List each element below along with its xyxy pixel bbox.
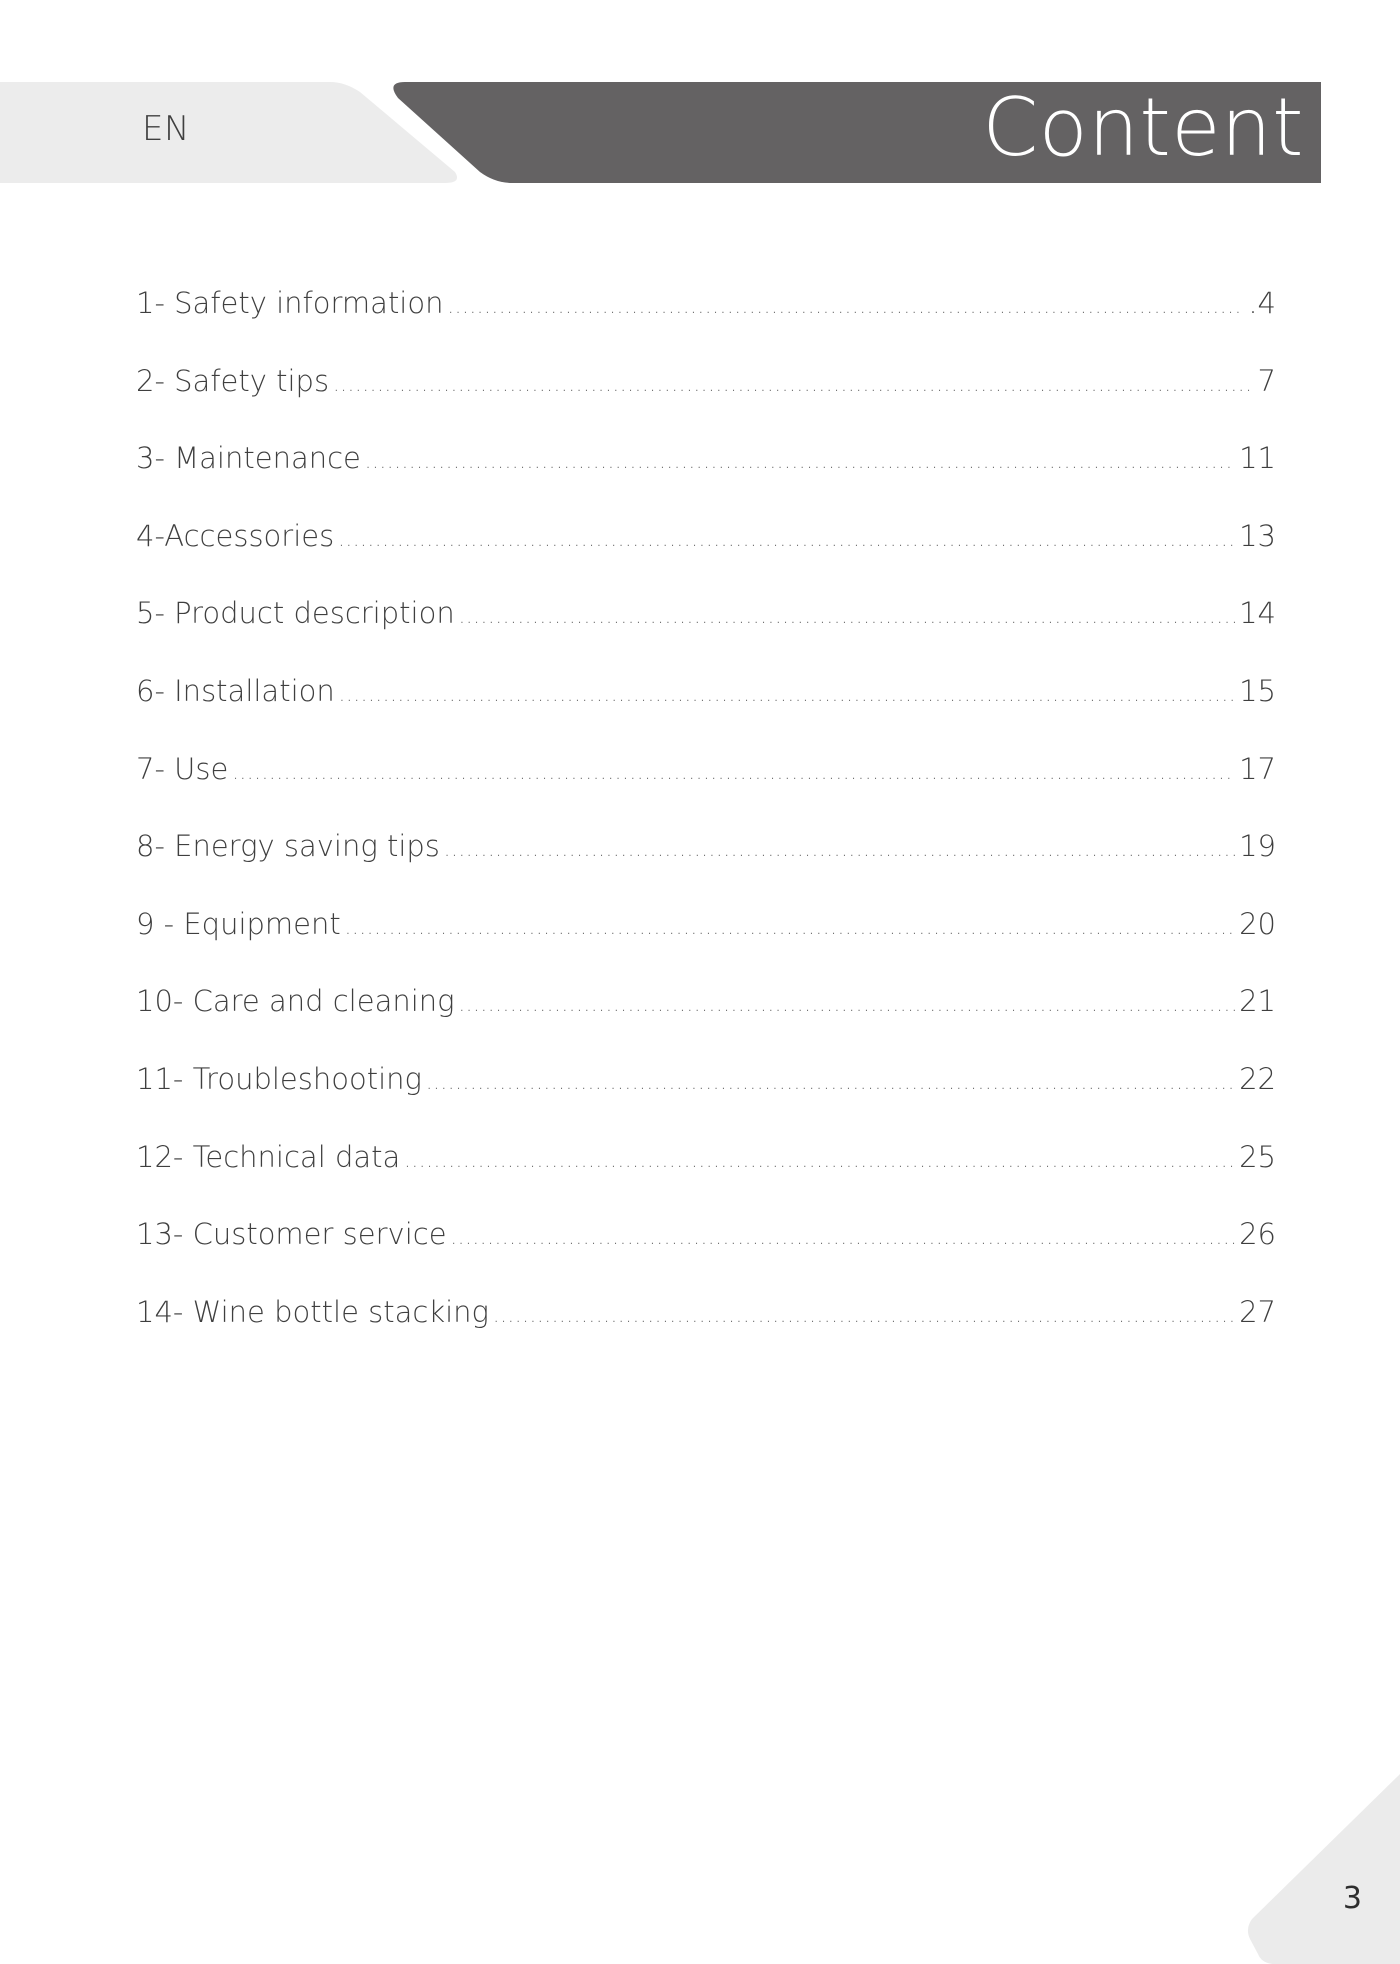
toc-entry-title: 4-Accessories [136, 518, 335, 553]
toc-entry-title: 8- Energy saving tips [136, 829, 440, 864]
toc-entry[interactable] [136, 752, 1276, 830]
toc-entry-page: 20 [1239, 906, 1276, 941]
toc-entry-page: 22 [1239, 1061, 1276, 1096]
toc-entry[interactable] [136, 519, 1276, 597]
toc-entry-title: 3- Maintenance [136, 441, 361, 476]
toc-entry-title: 10- Care and cleaning [136, 984, 455, 1019]
toc-dot-leader [338, 527, 1235, 551]
toc-entry-title: 11- Troubleshooting [136, 1061, 422, 1096]
toc-entry[interactable] [136, 907, 1276, 985]
toc-entry-title: 13- Customer service [136, 1217, 447, 1252]
toc-entry-title: 14- Wine bottle stacking [136, 1294, 489, 1329]
toc-entry[interactable] [136, 829, 1276, 907]
toc-entry[interactable] [136, 1062, 1276, 1140]
toc-dot-leader [404, 1148, 1235, 1172]
toc-entry[interactable] [136, 441, 1276, 519]
toc-entry-title: 12- Technical data [136, 1139, 401, 1174]
toc-dot-leader [448, 294, 1245, 318]
toc-entry-title: 1- Safety information [136, 286, 444, 320]
toc-entry-page: 27 [1239, 1294, 1276, 1329]
toc-entry[interactable] [136, 1295, 1276, 1373]
toc-entry[interactable] [136, 674, 1276, 752]
toc-dot-leader [365, 449, 1235, 473]
toc-entry[interactable] [136, 364, 1276, 442]
toc-dot-leader [444, 837, 1235, 861]
toc-entry-page: 19 [1239, 829, 1276, 864]
toc-entry-page: 26 [1239, 1217, 1276, 1252]
toc-entry-page: .4 [1248, 286, 1276, 320]
toc-dot-leader [459, 992, 1236, 1016]
toc-entry[interactable] [136, 1140, 1276, 1218]
toc-dot-leader [232, 760, 1235, 784]
toc-entry-page: 14 [1239, 596, 1276, 631]
toc-entry-title: 2- Safety tips [136, 363, 330, 398]
toc-entry[interactable] [136, 596, 1276, 674]
toc-entry-page: 21 [1239, 984, 1276, 1019]
toc-entry-page: 11 [1239, 441, 1276, 476]
page-title: Content [982, 81, 1304, 174]
toc-dot-leader [493, 1303, 1235, 1327]
toc-entry-title: 5- Product description [136, 596, 455, 631]
language-code: EN [142, 109, 190, 149]
toc-entry-title: 6- Installation [136, 673, 335, 708]
toc-dot-leader [345, 915, 1235, 939]
toc-entry-page: 17 [1239, 751, 1276, 786]
toc-entry[interactable] [136, 286, 1276, 364]
toc-entry-title: 7- Use [136, 751, 229, 786]
page-number: 3 [1342, 1881, 1362, 1916]
toc-entry-page: 25 [1239, 1139, 1276, 1174]
toc-entry-title: 9 - Equipment [136, 906, 341, 941]
toc-entry[interactable] [136, 984, 1276, 1062]
toc-dot-leader [459, 604, 1235, 628]
toc-entry-page: 13 [1239, 518, 1276, 553]
toc-dot-leader [426, 1070, 1235, 1094]
page-corner-shape [1240, 1744, 1400, 1964]
toc-dot-leader [339, 682, 1235, 706]
table-of-contents [136, 286, 1276, 1372]
toc-entry-page: 7 [1257, 363, 1276, 398]
header-light-tab [0, 82, 457, 183]
toc-entry-page: 15 [1239, 673, 1276, 708]
toc-entry[interactable] [136, 1217, 1276, 1295]
toc-dot-leader [333, 372, 1253, 396]
toc-dot-leader [451, 1225, 1236, 1249]
